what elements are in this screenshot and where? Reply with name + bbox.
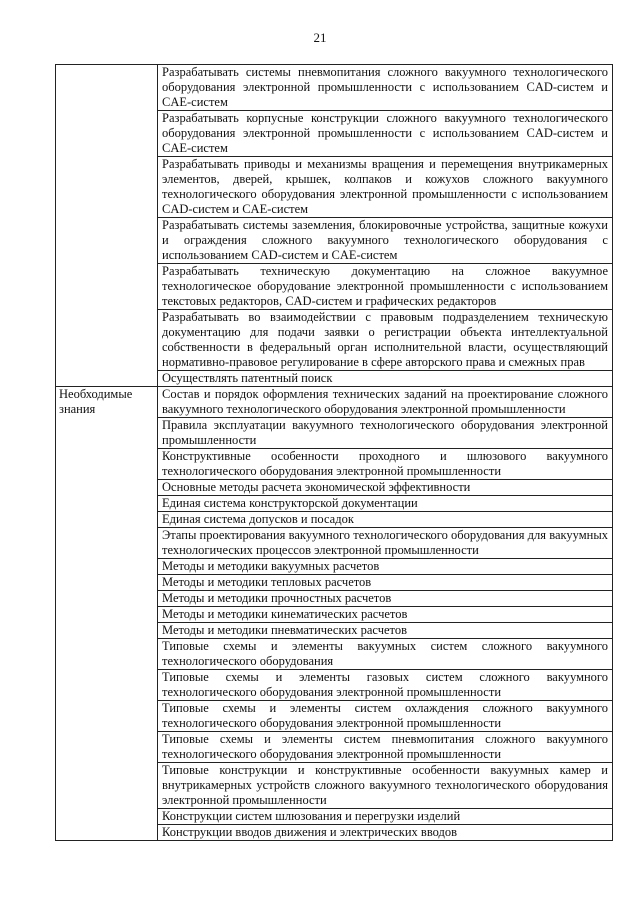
knowledge-label: Необходимые знания	[59, 387, 133, 416]
action-item: Разрабатывать техническую документацию на сложное вакуумное технологическое оборудование электронной промышленности с использованием текстовых редакторов, CAD-систем и графических редакторов	[158, 263, 612, 309]
actions-label-cell	[56, 65, 158, 387]
knowledge-item: Этапы проектирования вакуумного технологического оборудования для вакуумных технологических процессов электронной промышленности	[158, 527, 612, 558]
knowledge-item: Типовые конструкции и конструктивные особенности вакуумных камер и внутрикамерных устройств сложного вакуумного технологического оборудования электронной промышленности	[158, 762, 612, 808]
action-item: Разрабатывать во взаимодействии с правовым подразделением техническую документацию для подачи заявки о регистрации объекта интеллектуальной собственности в федеральный орган исполнительной власти, осуществляющий нормативно-правовое регулирование в сфере авторского права и смежных прав	[158, 309, 612, 370]
knowledge-item: Типовые схемы и элементы систем пневмопитания сложного вакуумного технологического оборудования электронной промышленности	[158, 731, 612, 762]
actions-cell	[158, 65, 613, 387]
knowledge-item: Конструктивные особенности проходного и шлюзового вакуумного технологического оборудования электронной промышленности	[158, 448, 612, 479]
knowledge-item: Методы и методики тепловых расчетов	[158, 574, 612, 590]
action-item: Разрабатывать системы пневмопитания сложного вакуумного технологического оборудования электронной промышленности с использованием CAD-систем и CAE-систем	[162, 65, 608, 109]
knowledge-item: Типовые схемы и элементы систем охлаждения сложного вакуумного технологического оборудования электронной промышленности	[158, 700, 612, 731]
knowledge-row	[56, 387, 613, 841]
knowledge-cell	[158, 387, 613, 841]
knowledge-item: Методы и методики кинематических расчетов	[158, 606, 612, 622]
page-number: 21	[313, 30, 327, 45]
requirements-table	[55, 64, 613, 841]
knowledge-item: Состав и порядок оформления технических заданий на проектирование сложного вакуумного технологического оборудования электронной промышленности	[162, 387, 608, 416]
knowledge-item: Правила эксплуатации вакуумного технологического оборудования электронной промышленности	[158, 417, 612, 448]
action-item: Осуществлять патентный поиск	[158, 370, 612, 386]
action-item: Разрабатывать корпусные конструкции сложного вакуумного технологического оборудования электронной промышленности с использованием CAD-систем и CAE-систем	[158, 110, 612, 156]
knowledge-label-cell	[56, 387, 158, 841]
knowledge-item: Конструкции вводов движения и электрических вводов	[158, 824, 612, 840]
knowledge-item: Основные методы расчета экономической эффективности	[158, 479, 612, 495]
actions-row	[56, 65, 613, 387]
knowledge-item: Конструкции систем шлюзования и перегрузки изделий	[158, 808, 612, 824]
action-item: Разрабатывать системы заземления, блокировочные устройства, защитные кожухи и ограждения сложного вакуумного технологического оборудования с использованием CAD-систем и CAE-систем	[158, 217, 612, 263]
knowledge-item: Единая система допусков и посадок	[158, 511, 612, 527]
knowledge-item: Методы и методики прочностных расчетов	[158, 590, 612, 606]
knowledge-item: Методы и методики вакуумных расчетов	[158, 558, 612, 574]
action-item: Разрабатывать приводы и механизмы вращения и перемещения внутрикамерных элементов, дверей, крышек, колпаков и кожухов сложного вакуумного технологического оборудования электронной промышленности с использованием CAD-систем и CAE-систем	[158, 156, 612, 217]
knowledge-item: Методы и методики пневматических расчетов	[158, 622, 612, 638]
knowledge-item: Единая система конструкторской документации	[158, 495, 612, 511]
knowledge-item: Типовые схемы и элементы газовых систем сложного вакуумного технологического оборудования электронной промышленности	[158, 669, 612, 700]
knowledge-item: Типовые схемы и элементы вакуумных систем сложного вакуумного технологического оборудования	[158, 638, 612, 669]
